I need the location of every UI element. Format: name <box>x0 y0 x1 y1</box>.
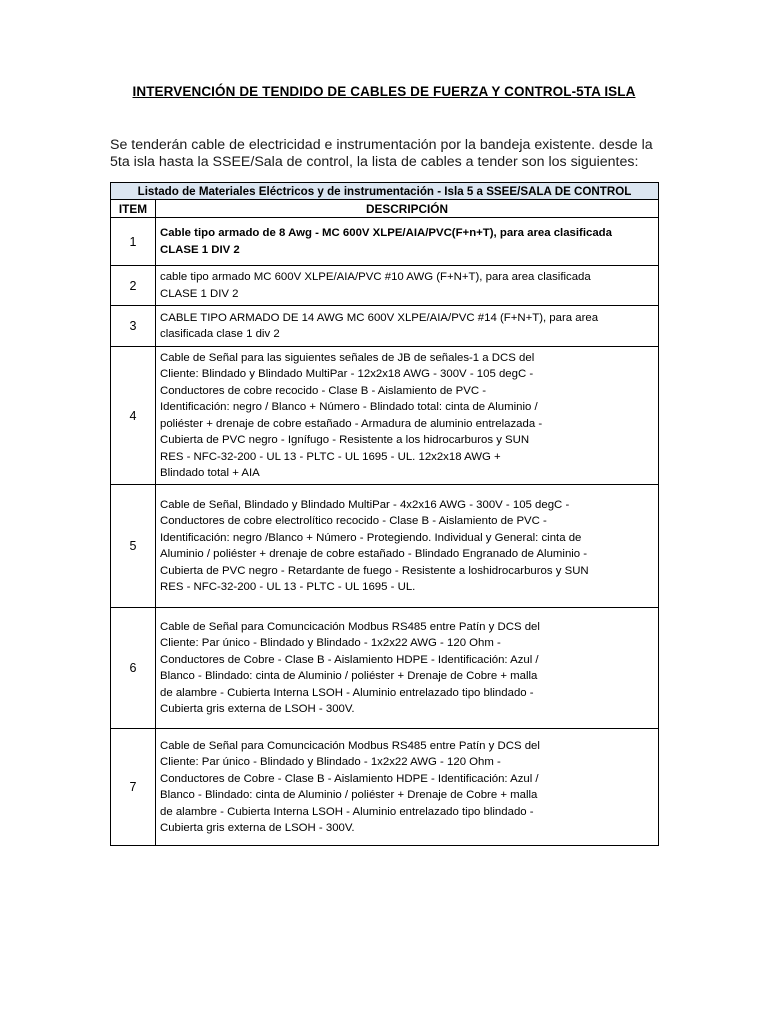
table-row <box>111 608 659 729</box>
description-line: clasificada clase 1 div 2 <box>160 328 280 340</box>
item-number: 3 <box>111 306 156 347</box>
description-line: Cliente: Blindado y Blindado MultiPar - 12x2x18 AWG - 300V - 105 degC - <box>160 368 534 380</box>
description-line: Cable de Señal para Comuncicación Modbus RS485 entre Patín y DCS del <box>160 739 540 752</box>
item-number: 6 <box>111 608 156 729</box>
intro-paragraph <box>110 137 666 171</box>
description-line: de alambre - Cubierta Interna LSOH - Aluminio entrelazado tipo blindado - <box>160 805 534 818</box>
description-line: Conductores de cobre electrolítico recocido - Clase B - Aislamiento de PVC - <box>160 515 547 527</box>
description-line: de alambre - Cubierta Interna LSOH - Aluminio entrelazado tipo blindado - <box>160 686 534 699</box>
table-row <box>111 218 659 266</box>
item-description <box>156 347 659 485</box>
item-description <box>156 485 659 608</box>
item-description <box>156 218 659 266</box>
description-line: cable tipo armado MC 600V XLPE/AIA/PVC #10 AWG (F+N+T), para area clasificada <box>160 271 591 283</box>
description-line: Blanco - Blindado: cinta de Aluminio / poliéster + Drenaje de Cobre + malla <box>160 670 538 682</box>
table-header-row <box>111 200 659 218</box>
description-line: CLASE 1 DIV 2 <box>160 287 239 300</box>
item-number: 5 <box>111 485 156 608</box>
table-caption-row <box>111 183 659 200</box>
table-row <box>111 266 659 306</box>
item-number: 2 <box>111 266 156 306</box>
item-description <box>156 729 659 846</box>
description-line: Blindado total + AIA <box>160 467 260 479</box>
description-line: RES - NFC-32-200 - UL 13 - PLTC - UL 1695 - UL. <box>160 581 416 593</box>
description-line: Conductores de Cobre - Clase B - Aislamiento HDPE - Identificación: Azul / <box>160 653 539 666</box>
description-line: Cable de Señal para las siguientes señales de JB de señales-1 a DCS del <box>160 351 535 364</box>
page-title: INTERVENCIÓN DE TENDIDO DE CABLES DE FUERZA Y CONTROL-5TA ISLA <box>132 84 636 99</box>
materials-table <box>110 182 659 846</box>
description-line: RES - NFC-32-200 - UL 13 - PLTC - UL 1695 - UL. 12x2x18 AWG + <box>160 450 501 463</box>
description-line: Cable de Señal, Blindado y Blindado MultiPar - 4x2x16 AWG - 300V - 105 degC - <box>160 498 570 511</box>
description-line: Cubierta gris externa de LSOH - 300V. <box>160 822 355 834</box>
description-line: Conductores de cobre recocido - Clase B - Aislamiento de PVC - <box>160 384 487 397</box>
description-line: Blanco - Blindado: cinta de Aluminio / poliéster + Drenaje de Cobre + malla <box>160 789 538 801</box>
description-line: Aluminio / poliéster + drenaje de cobre estañado - Blindado Engranado de Aluminio - <box>160 548 588 560</box>
item-number: 7 <box>111 729 156 846</box>
description-line: Conductores de Cobre - Clase B - Aislamiento HDPE - Identificación: Azul / <box>160 772 539 785</box>
description-line: poliéster + drenaje de cobre estañado - Armadura de aluminio entrelazada - <box>160 417 543 430</box>
description-line: CABLE TIPO ARMADO DE 14 AWG MC 600V XLPE/AIA/PVC #14 (F+N+T), para area <box>160 311 599 324</box>
description-line: Cliente: Par único - Blindado y Blindado - 1x2x22 AWG - 120 Ohm - <box>160 637 501 649</box>
table-row <box>111 729 659 846</box>
item-number: 1 <box>111 218 156 266</box>
intro-line: Se tenderán cable de electricidad e instrumentación por la bandeja existente. desde la <box>110 137 653 153</box>
item-description <box>156 608 659 729</box>
table-row <box>111 306 659 347</box>
description-line: Cable de Señal para Comuncicación Modbus RS485 entre Patín y DCS del <box>160 620 540 633</box>
description-line: Cubierta de PVC negro - Ignífugo - Resistente a los hidrocarburos y SUN <box>160 434 530 446</box>
item-number: 4 <box>111 347 156 485</box>
item-description <box>156 266 659 306</box>
description-line: Cubierta de PVC negro - Retardante de fuego - Resistente a loshidrocarburos y SUN <box>160 564 589 577</box>
description-line: Cubierta gris externa de LSOH - 300V. <box>160 703 355 715</box>
intro-line: 5ta isla hasta la SSEE/Sala de control, la lista de cables a tender son los siguientes: <box>110 154 639 170</box>
item-description <box>156 306 659 347</box>
table-caption: Listado de Materiales Eléctricos y de instrumentación - Isla 5 a SSEE/SALA DE CONTROL <box>111 183 659 200</box>
table-row <box>111 347 659 485</box>
description-line: Cliente: Par único - Blindado y Blindado - 1x2x22 AWG - 120 Ohm - <box>160 756 501 768</box>
description-line: Identificación: negro /Blanco + Número - Protegiendo. Individual y General: cinta de <box>160 531 582 544</box>
header-description: DESCRIPCIÓN <box>156 200 659 218</box>
description-line: Cable tipo armado de 8 Awg - MC 600V XLPE/AIA/PVC(F+n+T), para area clasificada <box>160 227 612 239</box>
description-line: Identificación: negro / Blanco + Número - Blindado total: cinta de Aluminio / <box>160 401 538 413</box>
table-row <box>111 485 659 608</box>
header-item: ITEM <box>111 200 156 218</box>
description-line: CLASE 1 DIV 2 <box>160 243 240 256</box>
